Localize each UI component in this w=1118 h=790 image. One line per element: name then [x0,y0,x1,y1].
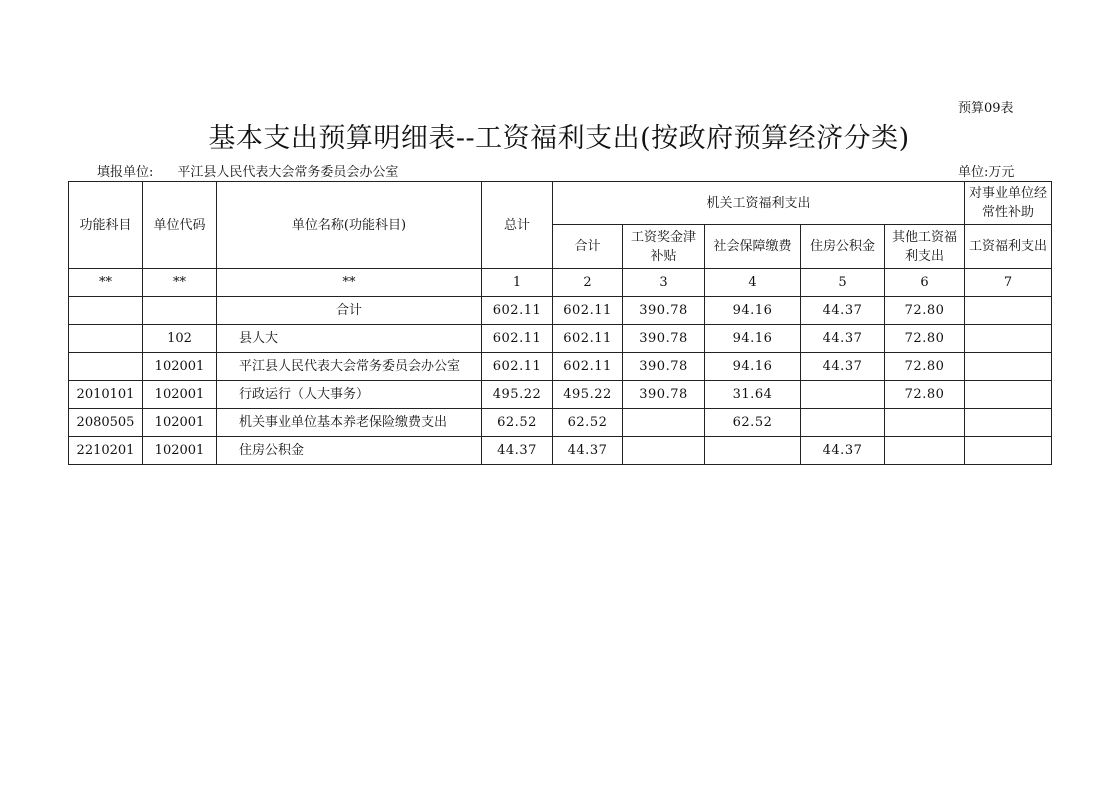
header-group-subsidy: 对事业单位经常性补助 [965,182,1052,225]
table-cell: 102 [143,325,217,353]
table-cell: 94.16 [705,325,801,353]
table-cell [705,437,801,465]
index-cell: 3 [623,269,705,297]
header-unit-name: 单位名称(功能科目) [217,182,482,269]
table-cell [885,437,965,465]
table-cell: 44.37 [801,297,885,325]
table-cell [965,437,1052,465]
table-row [69,297,1052,325]
header-func-code: 功能科目 [69,182,143,269]
table-cell: 62.52 [553,409,623,437]
table-cell: 602.11 [482,297,553,325]
table-cell: 合计 [217,297,482,325]
table-cell: 62.52 [705,409,801,437]
budget-table [68,181,1052,465]
header-social: 社会保障缴费 [705,225,801,269]
table-cell: 72.80 [885,353,965,381]
table-cell: 72.80 [885,381,965,409]
header-other: 其他工资福利支出 [885,225,965,269]
index-cell: 1 [482,269,553,297]
header-subtotal: 合计 [553,225,623,269]
reporting-unit-label: 填报单位: [97,165,154,180]
table-cell: 平江县人民代表大会常务委员会办公室 [217,353,482,381]
index-cell: 5 [801,269,885,297]
table-cell: 102001 [143,381,217,409]
table-cell [69,353,143,381]
table-cell: 44.37 [801,325,885,353]
table-cell: 2080505 [69,409,143,437]
table-cell: 住房公积金 [217,437,482,465]
table-cell: 602.11 [553,353,623,381]
table-cell: 机关事业单位基本养老保险缴费支出 [217,409,482,437]
page-title: 基本支出预算明细表--工资福利支出(按政府预算经济分类) [208,123,910,154]
table-cell: 94.16 [705,297,801,325]
table-cell: 行政运行（人大事务） [217,381,482,409]
table-row [69,353,1052,381]
header-unit-code: 单位代码 [143,182,217,269]
table-cell: 44.37 [801,437,885,465]
table-row [69,325,1052,353]
table-row [69,437,1052,465]
table-cell: 602.11 [482,325,553,353]
table-cell: 2010101 [69,381,143,409]
header-total: 总计 [482,182,553,269]
reporting-unit-name: 平江县人民代表大会常务委员会办公室 [177,165,399,180]
table-cell [965,353,1052,381]
table-cell: 2210201 [69,437,143,465]
table-cell: 390.78 [623,381,705,409]
table-cell: 602.11 [482,353,553,381]
table-cell: 102001 [143,409,217,437]
index-cell: 4 [705,269,801,297]
table-cell: 44.37 [801,353,885,381]
index-cell: ** [143,269,217,297]
header-group-wage: 机关工资福利支出 [553,182,965,225]
table-cell: 44.37 [482,437,553,465]
table-cell [801,409,885,437]
table-cell: 390.78 [623,353,705,381]
table-cell [143,297,217,325]
table-cell [623,437,705,465]
table-cell [965,297,1052,325]
index-cell: 6 [885,269,965,297]
header-row-1 [69,182,1052,225]
table-cell: 县人大 [217,325,482,353]
table-cell [69,325,143,353]
index-cell: 2 [553,269,623,297]
table-cell: 72.80 [885,297,965,325]
table-cell [885,409,965,437]
table-cell: 602.11 [553,325,623,353]
table-cell: 102001 [143,437,217,465]
table-row [69,381,1052,409]
table-cell [623,409,705,437]
table-cell: 44.37 [553,437,623,465]
table-cell: 31.64 [705,381,801,409]
table-cell: 495.22 [553,381,623,409]
currency-unit: 单位:万元 [958,165,1015,180]
reporting-unit-line [97,161,398,180]
table-cell: 94.16 [705,353,801,381]
table-cell: 602.11 [553,297,623,325]
table-row [69,409,1052,437]
table-cell [69,297,143,325]
header-salary: 工资奖金津补贴 [623,225,705,269]
table-cell: 72.80 [885,325,965,353]
index-cell: ** [69,269,143,297]
table-cell [965,409,1052,437]
header-subsidy-wage: 工资福利支出 [965,225,1052,269]
table-cell: 390.78 [623,297,705,325]
table-cell: 62.52 [482,409,553,437]
form-number: 预算09表 [958,101,1014,116]
index-row [69,269,1052,297]
table-cell: 390.78 [623,325,705,353]
table-cell [965,381,1052,409]
table-cell: 495.22 [482,381,553,409]
table-cell [965,325,1052,353]
table-cell: 102001 [143,353,217,381]
table-cell [801,381,885,409]
index-cell: 7 [965,269,1052,297]
header-housing: 住房公积金 [801,225,885,269]
index-cell: ** [217,269,482,297]
